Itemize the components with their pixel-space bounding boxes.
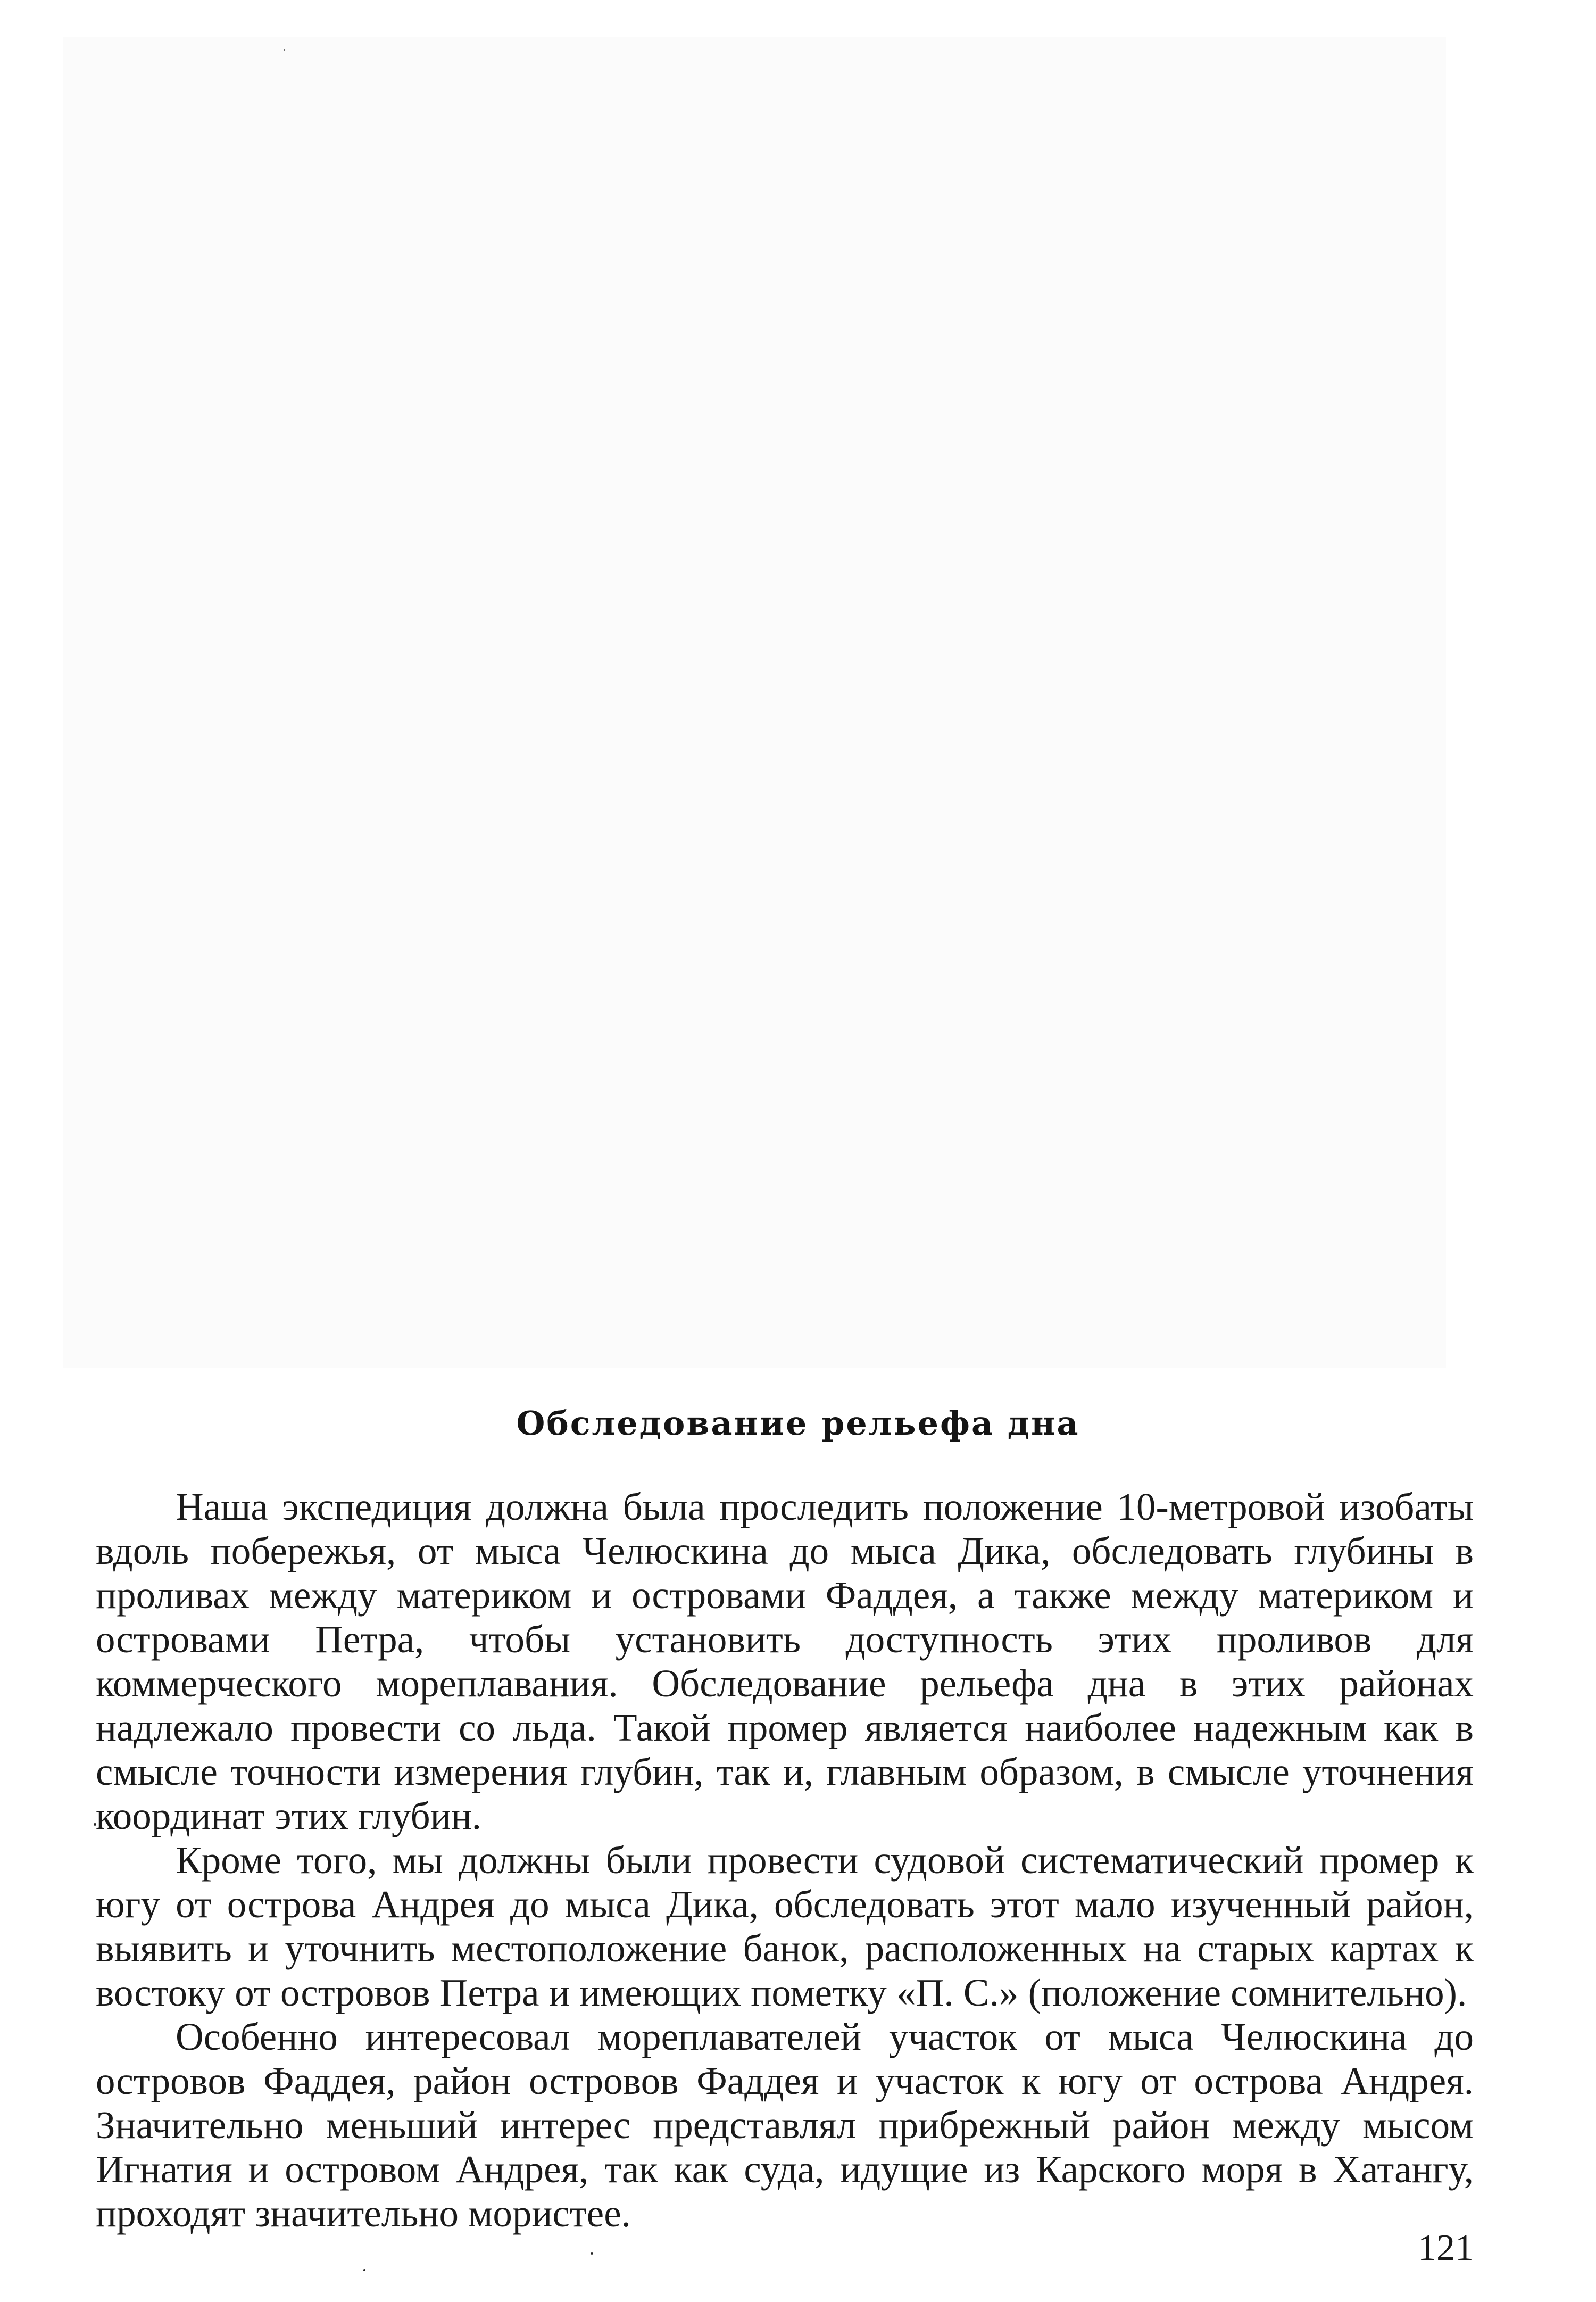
paragraph-1: Наша экспедиция должна была проследить положение 10-метровой изобаты вдоль побережья, от мыса Челюскина до мыса Дика, обследовать глубины в проливах между материком и островами Фаддея, а также между материком и островами Петра, чтобы установить доступность этих проливов для коммерческого мореплавания. Обследование рельефа дна в этих районах надлежало провести со льда. Такой промер является наиболее надежным как в смысле точности измерения глубин, так и, главным образом, в смысле уточнения координат этих глубин. bbox=[96, 1485, 1474, 1837]
body-text bbox=[96, 1485, 1474, 2235]
paragraph-2: Кроме того, мы должны были провести судовой систематический промер к югу от острова Андрея до мыса Дика, обследовать этот мало изученный район, выявить и уточнить местоположение банок, расположенных на старых картах к востоку от островов Петра и имеющих пометку «П. С.» (положение сомнительно). bbox=[96, 1839, 1474, 2014]
paragraph-3: Особенно интересовал мореплавателей участок от мыса Челюскина до островов Фаддея, район островов Фаддея и участок к югу от острова Андрея. Значительно меньший интерес представлял прибрежный район между мысом Игнатия и островом Андрея, так как суда, идущие из Карского моря в Хатангу, проходят значительно мористее. bbox=[96, 2015, 1474, 2235]
page-number: 121 bbox=[1418, 2228, 1474, 2268]
blank-photo-area bbox=[63, 37, 1446, 1368]
scan-speck bbox=[591, 2252, 593, 2255]
scan-speck bbox=[284, 49, 285, 51]
section-title: Обследование рельефа дна bbox=[516, 1404, 1080, 1443]
scan-speck bbox=[363, 2269, 365, 2271]
